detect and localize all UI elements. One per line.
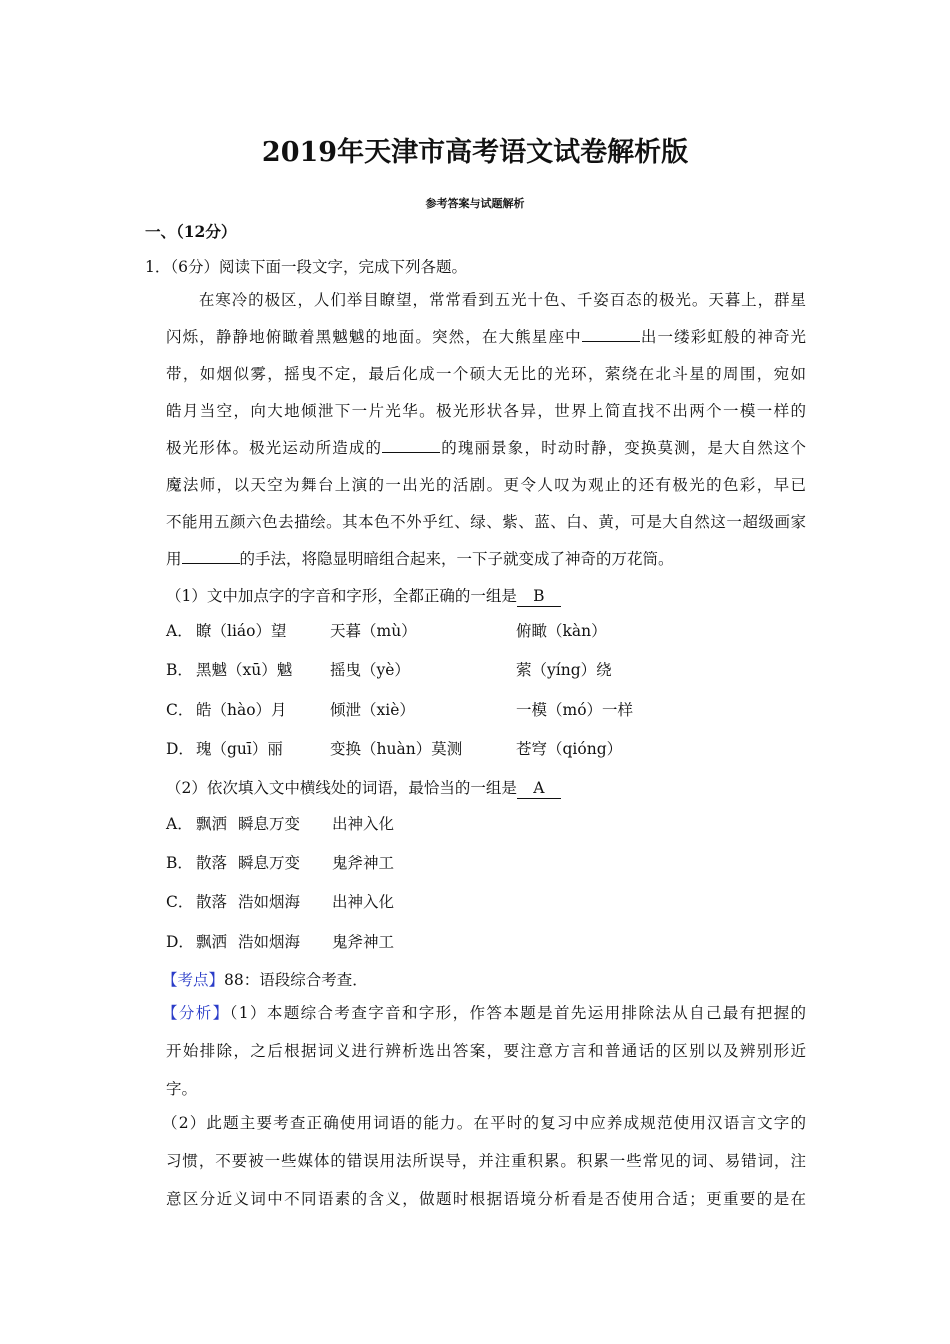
- subquestion-1-prompt: （1）文中加点字的字音和字形，全都正确的一组是 B: [166, 586, 561, 607]
- passage-line: 用 的手法，将隐显明暗组合起来，一下子就变成了神奇的万花筒。: [166, 550, 674, 568]
- passage-line: 不能用五颜六色去描绘。其本色不外乎红、绿、紫、蓝、白、黄，可是大自然这一超级画家: [166, 513, 806, 531]
- kaodian-line: 【考点】88：语段综合考查．: [162, 971, 368, 989]
- passage-line: 闪烁，静静地俯瞰着黑魆魆的地面。突然，在大熊星座中 出一缕彩虹般的神奇光: [166, 328, 806, 346]
- passage-line: 极光形体。极光运动所造成的 的瑰丽景象，时动时静，变换莫测，是大自然这个: [166, 439, 806, 457]
- document-subtitle: 参考答案与试题解析: [425, 197, 525, 210]
- fenxi-tag: 【分析】: [162, 1004, 230, 1022]
- analysis-line: 意区分近义词中不同语素的含义，做题时根据语境分析看是否使用合适；更重要的是在: [166, 1190, 806, 1208]
- answer-2: A: [517, 778, 561, 799]
- document-title: 2019年天津市高考语文试卷解析版: [261, 137, 689, 168]
- passage-line: 带，如烟似雾，摇曳不定，最后化成一个硕大无比的光环，萦绕在北斗星的周围，宛如: [166, 365, 806, 383]
- passage-line: 皓月当空，向大地倾泄下一片光华。极光形状各异，世界上简直找不出两个一模一样的: [166, 402, 806, 420]
- section-heading: 一、（12分）: [145, 222, 237, 241]
- question-1-header: 1．（6分）阅读下面一段文字，完成下列各题。: [145, 258, 467, 276]
- passage-line: 在寒冷的极区，人们举目瞭望，常常看到五光十色、千姿百态的极光。天暮上，群星: [166, 291, 806, 309]
- kaodian-tag: 【考点】: [162, 971, 225, 989]
- answer-1: B: [517, 586, 561, 607]
- fill-blank-2: [382, 438, 440, 453]
- fill-blank-3: [182, 549, 240, 564]
- analysis-line: 字。: [166, 1080, 198, 1098]
- analysis-line: 开始排除，之后根据词义进行辨析选出答案，要注意方言和普通话的区别以及辨别形近: [166, 1042, 806, 1060]
- passage-line: 魔法师，以天空为舞台上演的一出光的活剧。更令人叹为观止的还有极光的色彩，早已: [166, 476, 806, 494]
- analysis-line: 【分析】（1）本题综合考查字音和字形，作答本题是首先运用排除法从自己最有把握的: [162, 1004, 806, 1022]
- subquestion-2-prompt: （2）依次填入文中横线处的词语，最恰当的一组是 A: [166, 778, 561, 799]
- document-page: 2019年天津市高考语文试卷解析版 参考答案与试题解析 一、（12分） 1．（6分）阅读下面一段文字，完成下列各题。 在寒冷的极区，人们举目瞭望，常常看到五光十色、千姿百态的极光。天暮上，群星 闪烁，静静地俯瞰着黑魆魆的地面。突然，在大熊星座中 出一缕彩虹般的神奇光 带，如烟似雾，摇曳不定，最后化成一个硕大无比的光环，萦绕在北斗星的周围，宛如 皓月当空，向大地倾泄下一片光华。极光形状各异，世界上简直找不出两个一模一样的 极光形体。极光运动所造成的 的瑰丽景象，时动时静，变换莫测，是大自然这个 魔法师，以天空为舞台上演的一出光的活剧。更令人叹为观止的还有极光的色彩，早已 不能用五颜六色去描绘。其本色不外乎红、绿、紫、蓝、白、黄，可是大自然这一超级画家 用 的手法，将隐显明暗组合起来，一下子就变成了神奇的万花筒。 （1）文中加点字的字音和字形，全都正确的一组是 B A． 瞭（liáo）望 天暮（mù） 俯瞰（kàn） B． 黑魆（xū）魆 摇曳（yè） 萦（yíng）绕 C． 皓（hào）月 倾泄（xiè） 一模（mó）一样 D． 瑰（guī）丽 变换（huàn）莫测 苍穹（qióng） （2）依次填入文中横线处的词语，最恰当的一组是 A A． 飘洒 瞬息万变 出神入化 B． 散落 瞬息万变 鬼斧神工 C． 散落 浩如烟海 出神入化 D． 飘洒 浩如烟海 鬼斧神工 【考点】88：语段综合考查． 【分析】（1）本题综合考查字音和字形，作答本题是首先运用排除法从自己最有把握的 开始排除，之后根据词义进行辨析选出答案，要注意方言和普通话的区别以及辨别形近 字。 （2）此题主要考查正确使用词语的能力。在平时的复习中应养成规范使用汉语言文字的 习惯，不要被一些媒体的错误用法所误导，并注重积累。积累一些常见的词、易错词，注 意区分近义词中不同语素的含义，做题时根据语境分析看是否使用合适；更重要的是在: [0, 0, 950, 1344]
- analysis-line: 习惯，不要被一些媒体的错误用法所误导，并注重积累。积累一些常见的词、易错词，注: [166, 1152, 806, 1170]
- fill-blank-1: [582, 327, 640, 342]
- analysis-line: （2）此题主要考查正确使用词语的能力。在平时的复习中应养成规范使用汉语言文字的: [162, 1114, 806, 1132]
